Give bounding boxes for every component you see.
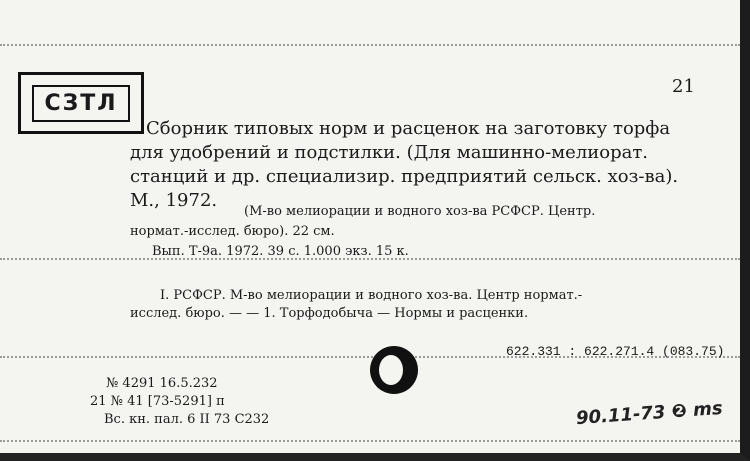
dotted-rule [0,44,740,47]
publisher-line: (М-во мелиорации и водного хоз-ва РСФСР. Центр. [244,204,596,219]
accession-line: Вс. кн. пал. 6 II 73 С232 [104,412,270,427]
subject-line: исслед. бюро. — — 1. Торфодобыча — Нормы и расценки. [130,306,529,321]
title-line: станций и др. специализир. предприятий сельск. хоз-ва). [130,166,679,187]
publisher-line: нормат.-исслед. бюро). 22 см. [130,224,335,239]
accession-line: № 4291 16.5.232 [106,376,218,391]
title-line: М., 1972. [130,190,218,211]
accession-line: 21 № 41 [73-5291] п [90,394,225,409]
dotted-rule [0,440,740,443]
handwritten-note: 90.11-73 ❷ ms [575,397,724,430]
library-stamp [18,72,144,134]
publisher-emblem-icon [370,346,418,394]
card-number: 21 [672,76,695,97]
title-line: для удобрений и подстилки. (Для машинно-мелиорат. [130,142,649,163]
title-line: Сборник типовых норм и расценок на заготовку торфа [146,118,671,139]
classification-code: 622.331 : 622.271.4 (083.75) [506,344,725,359]
subject-line: I. РСФСР. М-во мелиорации и водного хоз-ва. Центр нормат.- [160,288,583,303]
series-line: Вып. Т-9а. 1972. 39 с. 1.000 экз. 15 к. [152,244,409,259]
stamp-label: СЗТЛ [32,85,129,122]
